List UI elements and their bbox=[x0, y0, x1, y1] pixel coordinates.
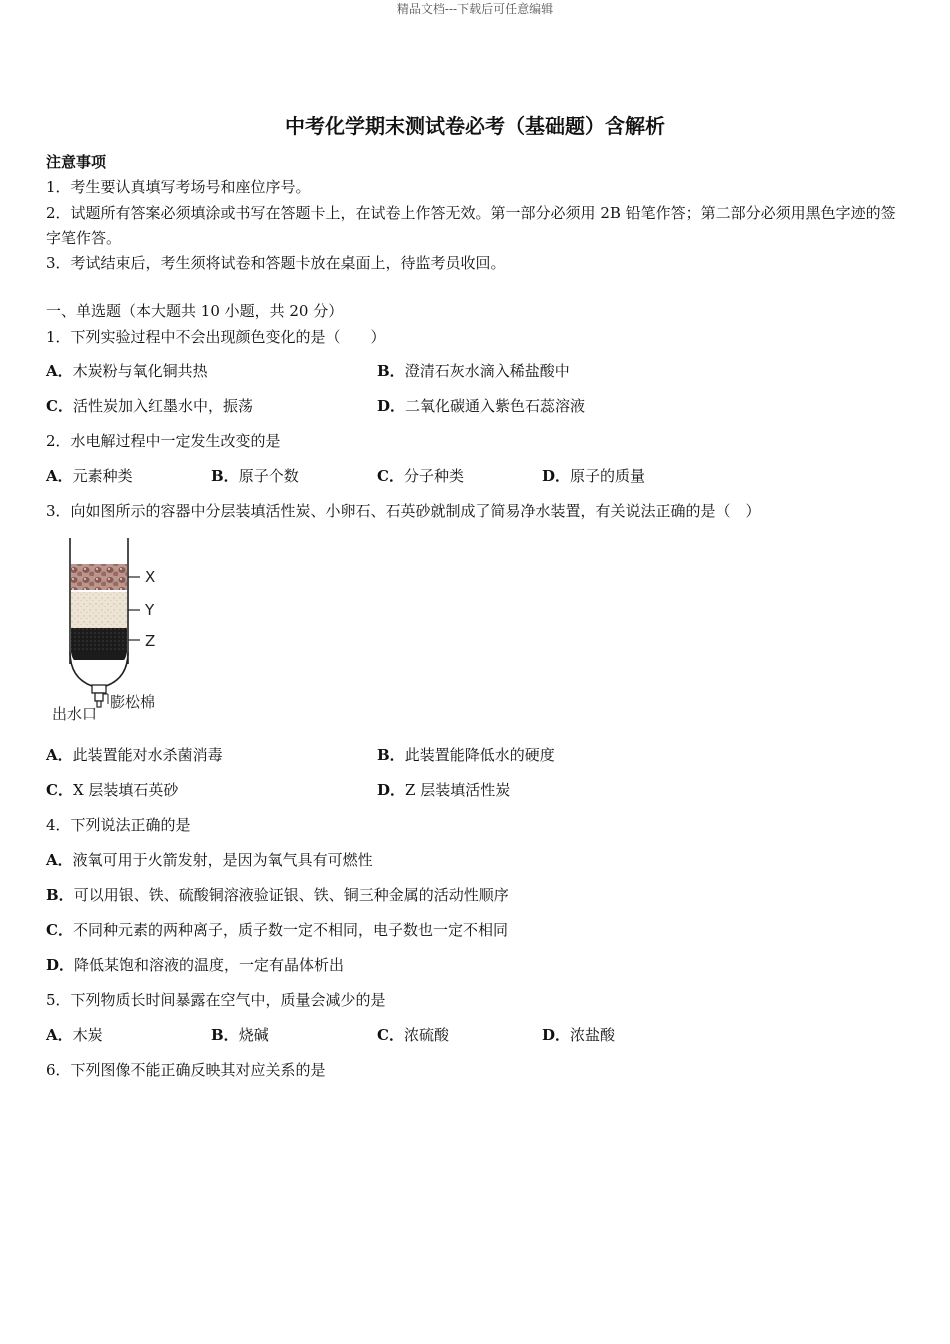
q2-option-c bbox=[377, 465, 464, 487]
label-y: Y bbox=[145, 601, 155, 619]
option-text: Z 层装填活性炭 bbox=[405, 781, 511, 799]
q5-option-c bbox=[377, 1024, 449, 1046]
option-text: 浓硫酸 bbox=[403, 1026, 449, 1044]
option-key: A． bbox=[46, 362, 73, 380]
layer-y bbox=[71, 592, 127, 628]
option-text: 原子个数 bbox=[238, 467, 299, 485]
option-text: 降低某饱和溶液的温度，一定有晶体析出 bbox=[74, 956, 345, 974]
question-4-stem: 4．下列说法正确的是 bbox=[46, 816, 191, 834]
option-text: 原子的质量 bbox=[570, 467, 646, 485]
q1-option-b bbox=[377, 360, 570, 382]
option-key: B． bbox=[377, 362, 405, 380]
q4-option-d bbox=[46, 954, 344, 976]
option-key: A． bbox=[46, 1026, 73, 1044]
option-text: 活性炭加入红墨水中，振荡 bbox=[72, 397, 253, 415]
label-cotton: 膨松棉 bbox=[110, 693, 156, 711]
option-text: 元素种类 bbox=[72, 467, 133, 485]
label-z: Z bbox=[145, 632, 156, 650]
section-heading: 一、单选题（本大题共 10 小题，共 20 分） bbox=[46, 302, 344, 320]
option-key: B． bbox=[46, 886, 74, 904]
page-header: 精品文档---下载后可任意编辑 bbox=[396, 2, 554, 16]
question-2-stem: 2．水电解过程中一定发生改变的是 bbox=[46, 432, 281, 450]
option-text: 木炭粉与氧化铜共热 bbox=[72, 362, 208, 380]
q3-option-a bbox=[46, 744, 223, 766]
option-text: 二氧化碳通入紫色石蕊溶液 bbox=[405, 397, 586, 415]
option-key: B． bbox=[211, 467, 239, 485]
q4-option-c bbox=[46, 919, 508, 941]
option-key: C． bbox=[377, 1026, 404, 1044]
option-key: D． bbox=[542, 1026, 571, 1044]
q5-option-b bbox=[211, 1024, 269, 1046]
question-1-stem: 1．下列实验过程中不会出现颜色变化的是（ ） bbox=[46, 328, 386, 346]
q5-option-d bbox=[542, 1024, 615, 1046]
q2-option-b bbox=[211, 465, 299, 487]
option-key: C． bbox=[46, 921, 73, 939]
option-key: D． bbox=[46, 956, 75, 974]
layer-z bbox=[71, 628, 127, 652]
label-outlet: 出水口 bbox=[52, 705, 98, 723]
q1-option-d bbox=[377, 395, 585, 417]
notice-item-2: 2．试题所有答案必须填涂或书写在答题卡上，在试卷上作答无效。第一部分必须用 2B 铅笔作答；第二部分必须用黑色字迹的签字笔作答。 bbox=[46, 204, 896, 247]
option-text: 木炭 bbox=[72, 1026, 103, 1044]
option-text: X 层装填石英砂 bbox=[72, 781, 179, 799]
q3-option-d bbox=[377, 779, 510, 801]
option-text: 浓盐酸 bbox=[570, 1026, 616, 1044]
q4-option-b bbox=[46, 884, 509, 906]
question-3-stem: 3．向如图所示的容器中分层装填活性炭、小卵石、石英砂就制成了简易净水装置，有关说法正确的是（ ） bbox=[46, 502, 761, 520]
option-key: C． bbox=[46, 781, 73, 799]
option-key: A． bbox=[46, 467, 73, 485]
option-key: D． bbox=[542, 467, 571, 485]
label-x: X bbox=[145, 568, 156, 586]
option-text: 此装置能对水杀菌消毒 bbox=[72, 746, 223, 764]
notice-heading: 注意事项 bbox=[46, 153, 107, 171]
page-title: 中考化学期末测试卷必考（基础题）含解析 bbox=[285, 114, 665, 138]
q1-option-c bbox=[46, 395, 253, 417]
option-key: D． bbox=[377, 397, 406, 415]
option-key: C． bbox=[46, 397, 73, 415]
option-key: A． bbox=[46, 746, 73, 764]
q4-option-a bbox=[46, 849, 373, 871]
option-text: 澄清石灰水滴入稀盐酸中 bbox=[404, 362, 570, 380]
q2-option-a bbox=[46, 465, 133, 487]
option-text: 烧碱 bbox=[238, 1026, 269, 1044]
q5-option-a bbox=[46, 1024, 103, 1046]
option-key: A． bbox=[46, 851, 73, 869]
water-filter-diagram bbox=[46, 536, 176, 726]
q1-option-a bbox=[46, 360, 208, 382]
q2-option-d bbox=[542, 465, 645, 487]
option-key: D． bbox=[377, 781, 406, 799]
option-key: C． bbox=[377, 467, 404, 485]
option-text: 液氧可用于火箭发射，是因为氧气具有可燃性 bbox=[72, 851, 373, 869]
option-text: 分子种类 bbox=[403, 467, 464, 485]
option-text: 此装置能降低水的硬度 bbox=[404, 746, 555, 764]
option-text: 不同种元素的两种离子，质子数一定不相同，电子数也一定不相同 bbox=[72, 921, 508, 939]
question-6-stem: 6．下列图像不能正确反映其对应关系的是 bbox=[46, 1061, 326, 1079]
option-key: B． bbox=[211, 1026, 239, 1044]
option-key: B． bbox=[377, 746, 405, 764]
notice-item-3: 3．考试结束后，考生须将试卷和答题卡放在桌面上，待监考员收回。 bbox=[46, 254, 506, 272]
water-filter-figure bbox=[46, 536, 176, 726]
q3-option-c bbox=[46, 779, 178, 801]
option-text: 可以用银、铁、硫酸铜溶液验证银、铁、铜三种金属的活动性顺序 bbox=[73, 886, 509, 904]
notice-item-1: 1．考生要认真填写考场号和座位序号。 bbox=[46, 178, 311, 196]
layer-x bbox=[71, 564, 127, 590]
question-5-stem: 5．下列物质长时间暴露在空气中，质量会减少的是 bbox=[46, 991, 386, 1009]
q3-option-b bbox=[377, 744, 555, 766]
